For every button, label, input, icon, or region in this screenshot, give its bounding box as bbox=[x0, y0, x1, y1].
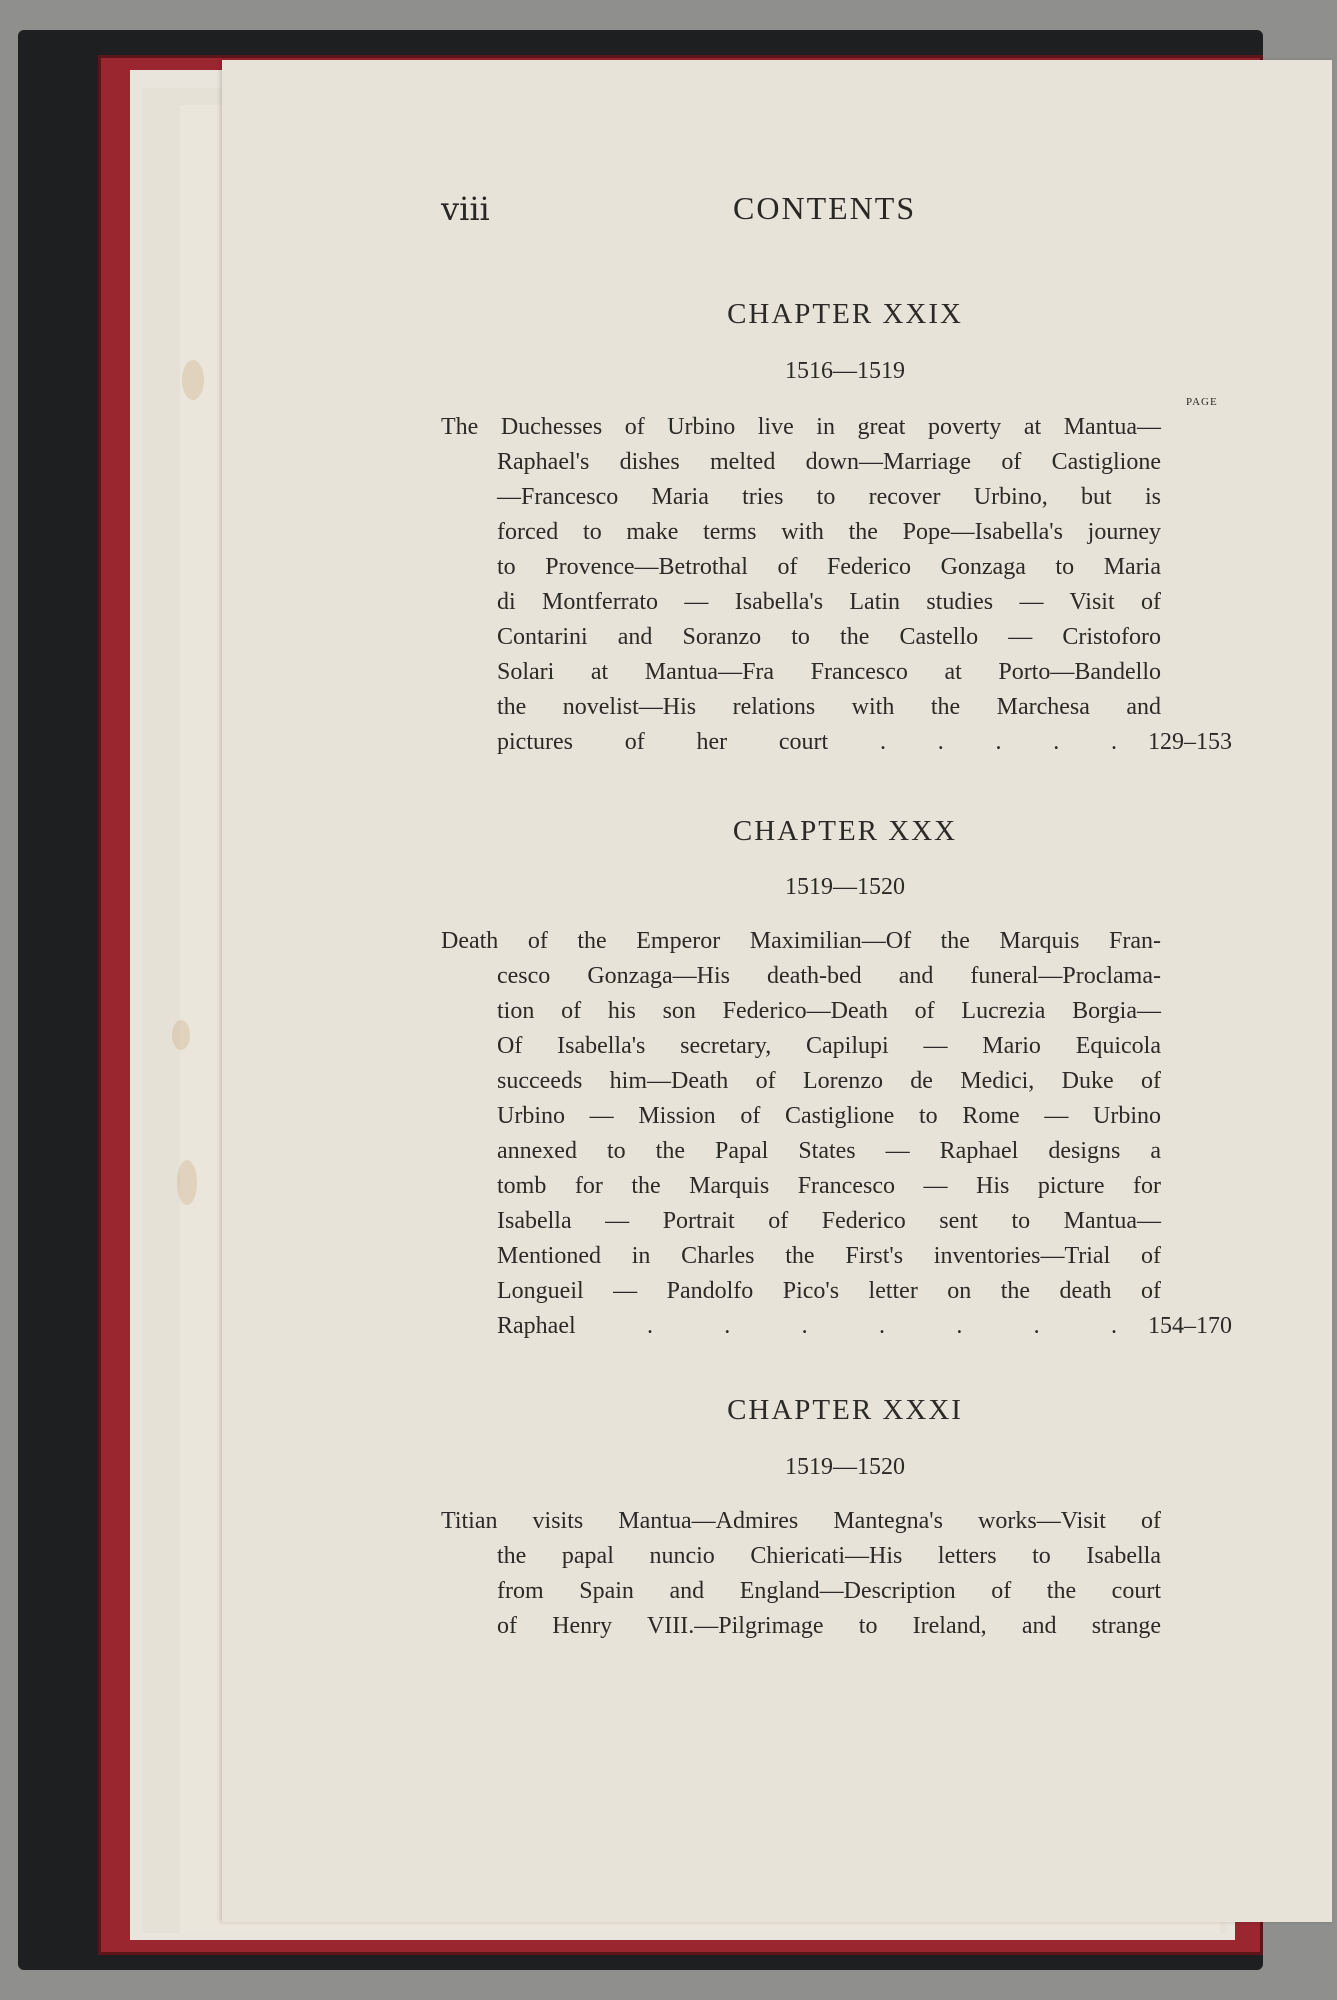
summary-line-last: Raphael . . . . . . . bbox=[497, 1313, 1117, 1339]
chapter-heading: CHAPTER XXXI bbox=[727, 1394, 963, 1426]
summary-line: the papal nuncio Chiericati—His letters to Isabella bbox=[497, 1543, 1161, 1569]
book-page bbox=[222, 60, 1332, 1922]
summary-line: from Spain and England—Description of the court bbox=[497, 1578, 1161, 1604]
summary-line: of Henry VIII.—Pilgrimage to Ireland, and strange bbox=[497, 1613, 1161, 1639]
summary-line: Raphael's dishes melted down—Marriage of Castiglione bbox=[497, 449, 1161, 475]
page-number: viii bbox=[441, 190, 490, 228]
chapter-years: 1519—1520 bbox=[785, 874, 905, 900]
summary-line: Death of the Emperor Maximilian—Of the Marquis Fran- bbox=[441, 928, 1161, 954]
summary-line: Of Isabella's secretary, Capilupi — Mario Equicola bbox=[497, 1033, 1161, 1059]
summary-line: annexed to the Papal States — Raphael designs a bbox=[497, 1138, 1161, 1164]
summary-line: Mentioned in Charles the First's inventories—Trial of bbox=[497, 1243, 1161, 1269]
summary-line: The Duchesses of Urbino live in great poverty at Mantua— bbox=[441, 414, 1161, 440]
summary-line: tion of his son Federico—Death of Lucrezia Borgia— bbox=[497, 998, 1161, 1024]
summary-line: Titian visits Mantua—Admires Mantegna's works—Visit of bbox=[441, 1508, 1161, 1534]
summary-line: Longueil — Pandolfo Pico's letter on the death of bbox=[497, 1278, 1161, 1304]
summary-line-last: pictures of her court . . . . . bbox=[497, 729, 1117, 755]
chapter-heading: CHAPTER XXX bbox=[732, 815, 958, 847]
summary-line: Isabella — Portrait of Federico sent to Mantua— bbox=[497, 1208, 1161, 1234]
summary-line: cesco Gonzaga—His death-bed and funeral—Proclama- bbox=[497, 963, 1161, 989]
page-column-label: PAGE bbox=[1186, 396, 1218, 408]
page-range: 154–170 bbox=[1148, 1313, 1232, 1339]
summary-line: tomb for the Marquis Francesco — His picture for bbox=[497, 1173, 1161, 1199]
summary-line: —Francesco Maria tries to recover Urbino, but is bbox=[497, 484, 1161, 510]
summary-line: forced to make terms with the Pope—Isabella's journey bbox=[497, 519, 1161, 545]
page-range: 129–153 bbox=[1148, 729, 1232, 755]
summary-line: Contarini and Soranzo to the Castello — Cristoforo bbox=[497, 624, 1161, 650]
summary-line: Solari at Mantua—Fra Francesco at Porto—Bandello bbox=[497, 659, 1161, 685]
summary-line: di Montferrato — Isabella's Latin studies — Visit of bbox=[497, 589, 1161, 615]
page-stain bbox=[172, 1020, 190, 1050]
chapter-heading: CHAPTER XXIX bbox=[727, 298, 963, 330]
summary-line: to Provence—Betrothal of Federico Gonzaga to Maria bbox=[497, 554, 1161, 580]
page-stain bbox=[177, 1160, 197, 1205]
summary-line: the novelist—His relations with the Marchesa and bbox=[497, 694, 1161, 720]
summary-line: Urbino — Mission of Castiglione to Rome — Urbino bbox=[497, 1103, 1161, 1129]
summary-line: succeeds him—Death of Lorenzo de Medici, Duke of bbox=[497, 1068, 1161, 1094]
chapter-years: 1516—1519 bbox=[785, 358, 905, 384]
page-stain bbox=[182, 360, 204, 400]
running-title: CONTENTS bbox=[733, 190, 917, 226]
chapter-years: 1519—1520 bbox=[785, 1454, 905, 1480]
running-header bbox=[441, 190, 1331, 240]
